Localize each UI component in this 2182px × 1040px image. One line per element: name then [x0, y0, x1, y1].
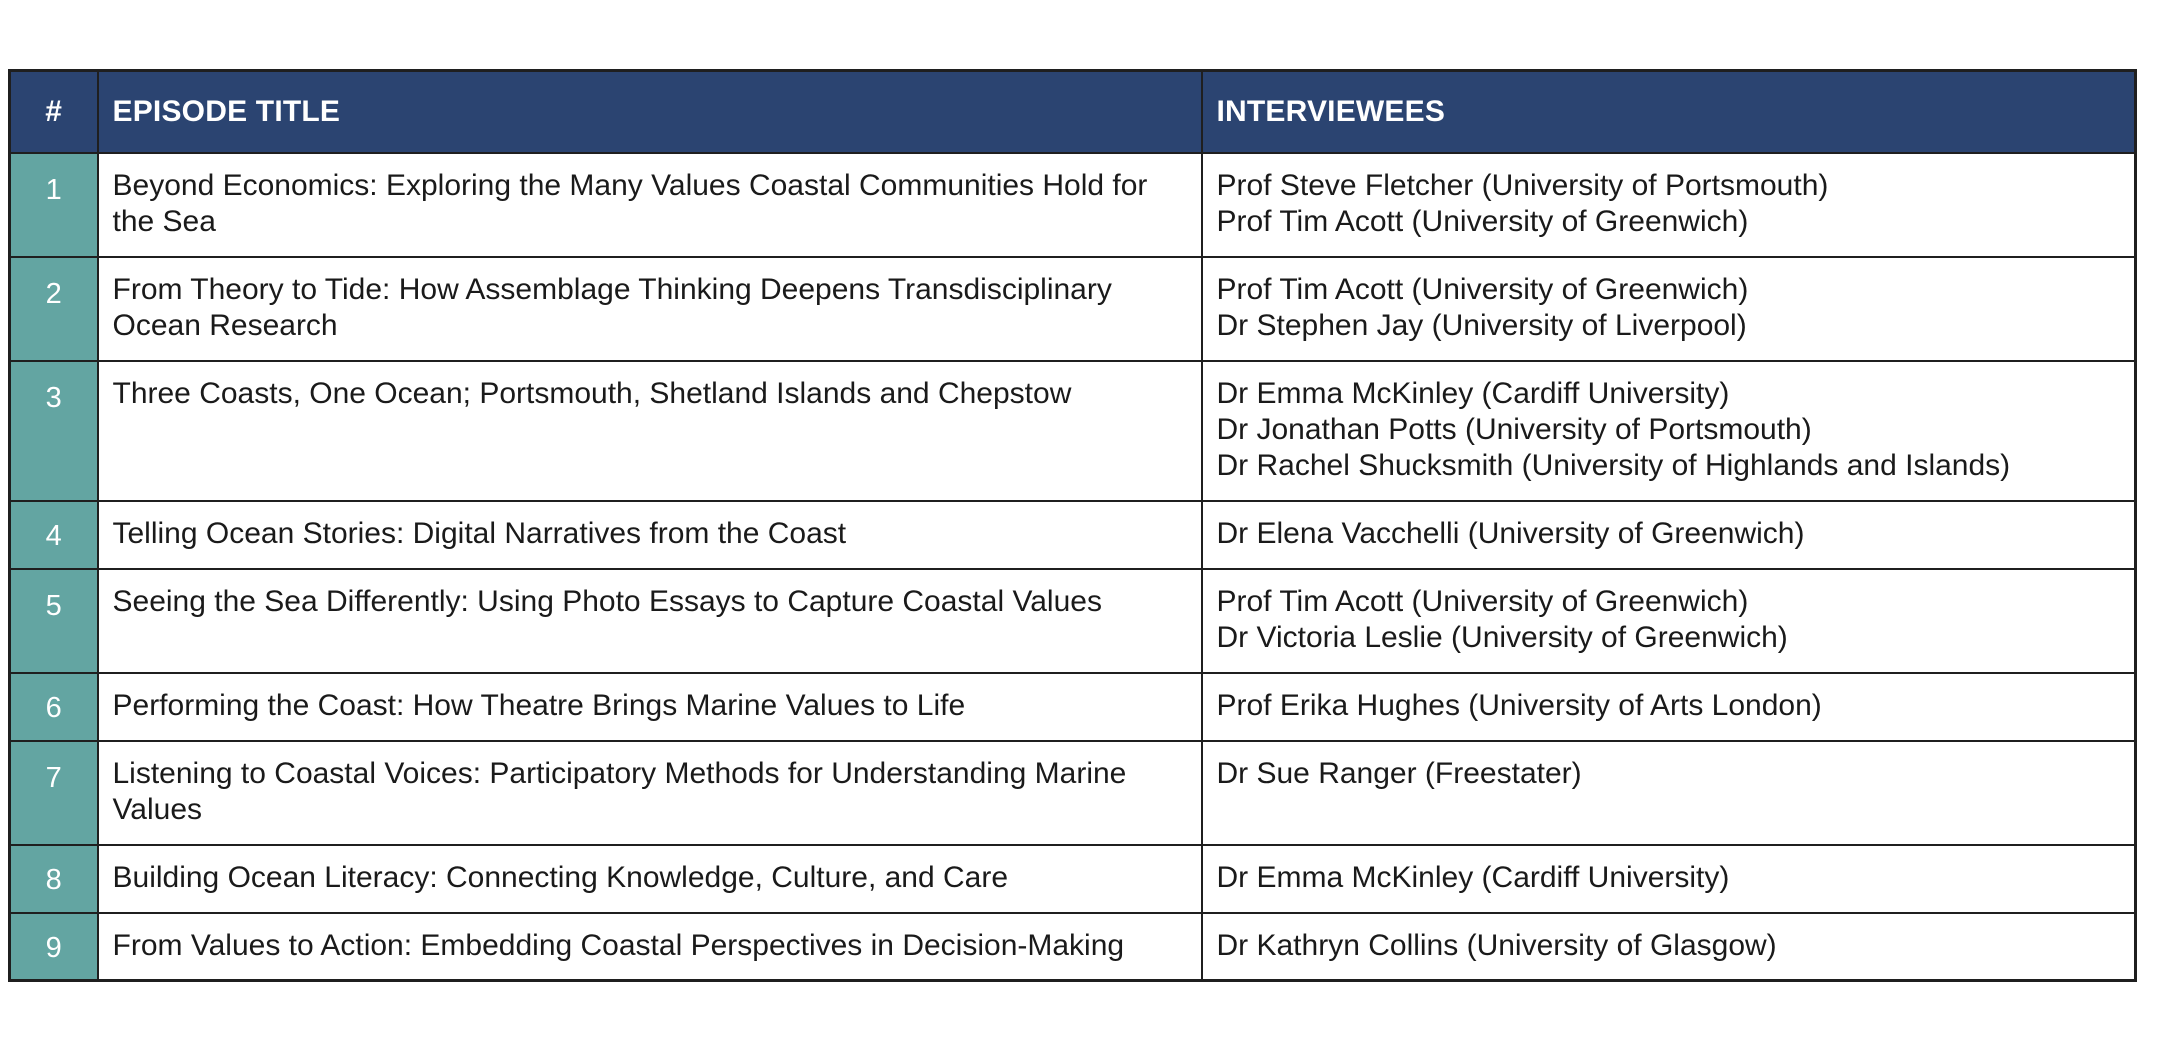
episode-number: 3 [10, 361, 98, 501]
episode-number: 1 [10, 153, 98, 257]
episodes-table [8, 69, 2137, 982]
episode-title: Three Coasts, One Ocean; Portsmouth, Shetland Islands and Chepstow [98, 361, 1202, 501]
table-row [10, 741, 2136, 845]
episode-title: Telling Ocean Stories: Digital Narratives from the Coast [98, 501, 1202, 569]
interviewee: Dr Sue Ranger (Freestater) [1216, 756, 1582, 790]
episode-title: Listening to Coastal Voices: Participatory Methods for Understanding Marine Values [98, 741, 1202, 845]
interviewee: Prof Erika Hughes (University of Arts London) [1216, 688, 1822, 722]
interviewees-column-header: INTERVIEWEES [1202, 71, 2136, 153]
number-column-header: # [10, 71, 98, 153]
interviewee: Dr Emma McKinley (Cardiff University) [1216, 860, 1730, 894]
episode-title: Seeing the Sea Differently: Using Photo Essays to Capture Coastal Values [98, 569, 1202, 673]
interviewee: Dr Kathryn Collins (University of Glasgow) [1216, 928, 1777, 962]
episode-title: Building Ocean Literacy: Connecting Knowledge, Culture, and Care [98, 845, 1202, 913]
table-row [10, 673, 2136, 741]
table-row [10, 153, 2136, 257]
interviewees-cell [1202, 257, 2136, 361]
interviewees-cell [1202, 361, 2136, 501]
table-row [10, 845, 2136, 913]
interviewees-cell [1202, 741, 2136, 845]
episode-number: 8 [10, 845, 98, 913]
interviewee: Dr Jonathan Potts (University of Portsmouth) [1216, 412, 1812, 446]
episode-number: 9 [10, 913, 98, 981]
interviewee: Dr Emma McKinley (Cardiff University) [1216, 376, 1730, 410]
table-row [10, 257, 2136, 361]
table-row [10, 913, 2136, 981]
episode-title: From Values to Action: Embedding Coastal Perspectives in Decision-Making [98, 913, 1202, 981]
interviewee: Prof Tim Acott (University of Greenwich) [1216, 272, 1749, 306]
episode-number: 4 [10, 501, 98, 569]
episode-number: 2 [10, 257, 98, 361]
interviewee: Dr Stephen Jay (University of Liverpool) [1216, 308, 1747, 342]
episode-number: 7 [10, 741, 98, 845]
interviewee: Dr Victoria Leslie (University of Greenwich) [1216, 620, 1788, 654]
interviewees-cell [1202, 569, 2136, 673]
interviewees-cell [1202, 153, 2136, 257]
interviewees-cell [1202, 673, 2136, 741]
interviewee: Prof Tim Acott (University of Greenwich) [1216, 204, 1749, 238]
episode-title: From Theory to Tide: How Assemblage Thinking Deepens Transdisciplinary Ocean Research [98, 257, 1202, 361]
interviewees-cell [1202, 913, 2136, 981]
episode-title: Performing the Coast: How Theatre Brings Marine Values to Life [98, 673, 1202, 741]
table-row [10, 569, 2136, 673]
table-header-row [10, 71, 2136, 153]
interviewee: Prof Steve Fletcher (University of Portsmouth) [1216, 168, 1829, 202]
episode-title: Beyond Economics: Exploring the Many Values Coastal Communities Hold for the Sea [98, 153, 1202, 257]
interviewees-cell [1202, 845, 2136, 913]
episode-title-column-header: EPISODE TITLE [98, 71, 1202, 153]
interviewee: Dr Rachel Shucksmith (University of Highlands and Islands) [1216, 448, 2011, 482]
table-row [10, 361, 2136, 501]
episode-number: 5 [10, 569, 98, 673]
episode-number: 6 [10, 673, 98, 741]
table-row [10, 501, 2136, 569]
interviewee: Dr Elena Vacchelli (University of Greenwich) [1216, 516, 1805, 550]
interviewee: Prof Tim Acott (University of Greenwich) [1216, 584, 1749, 618]
interviewees-cell [1202, 501, 2136, 569]
